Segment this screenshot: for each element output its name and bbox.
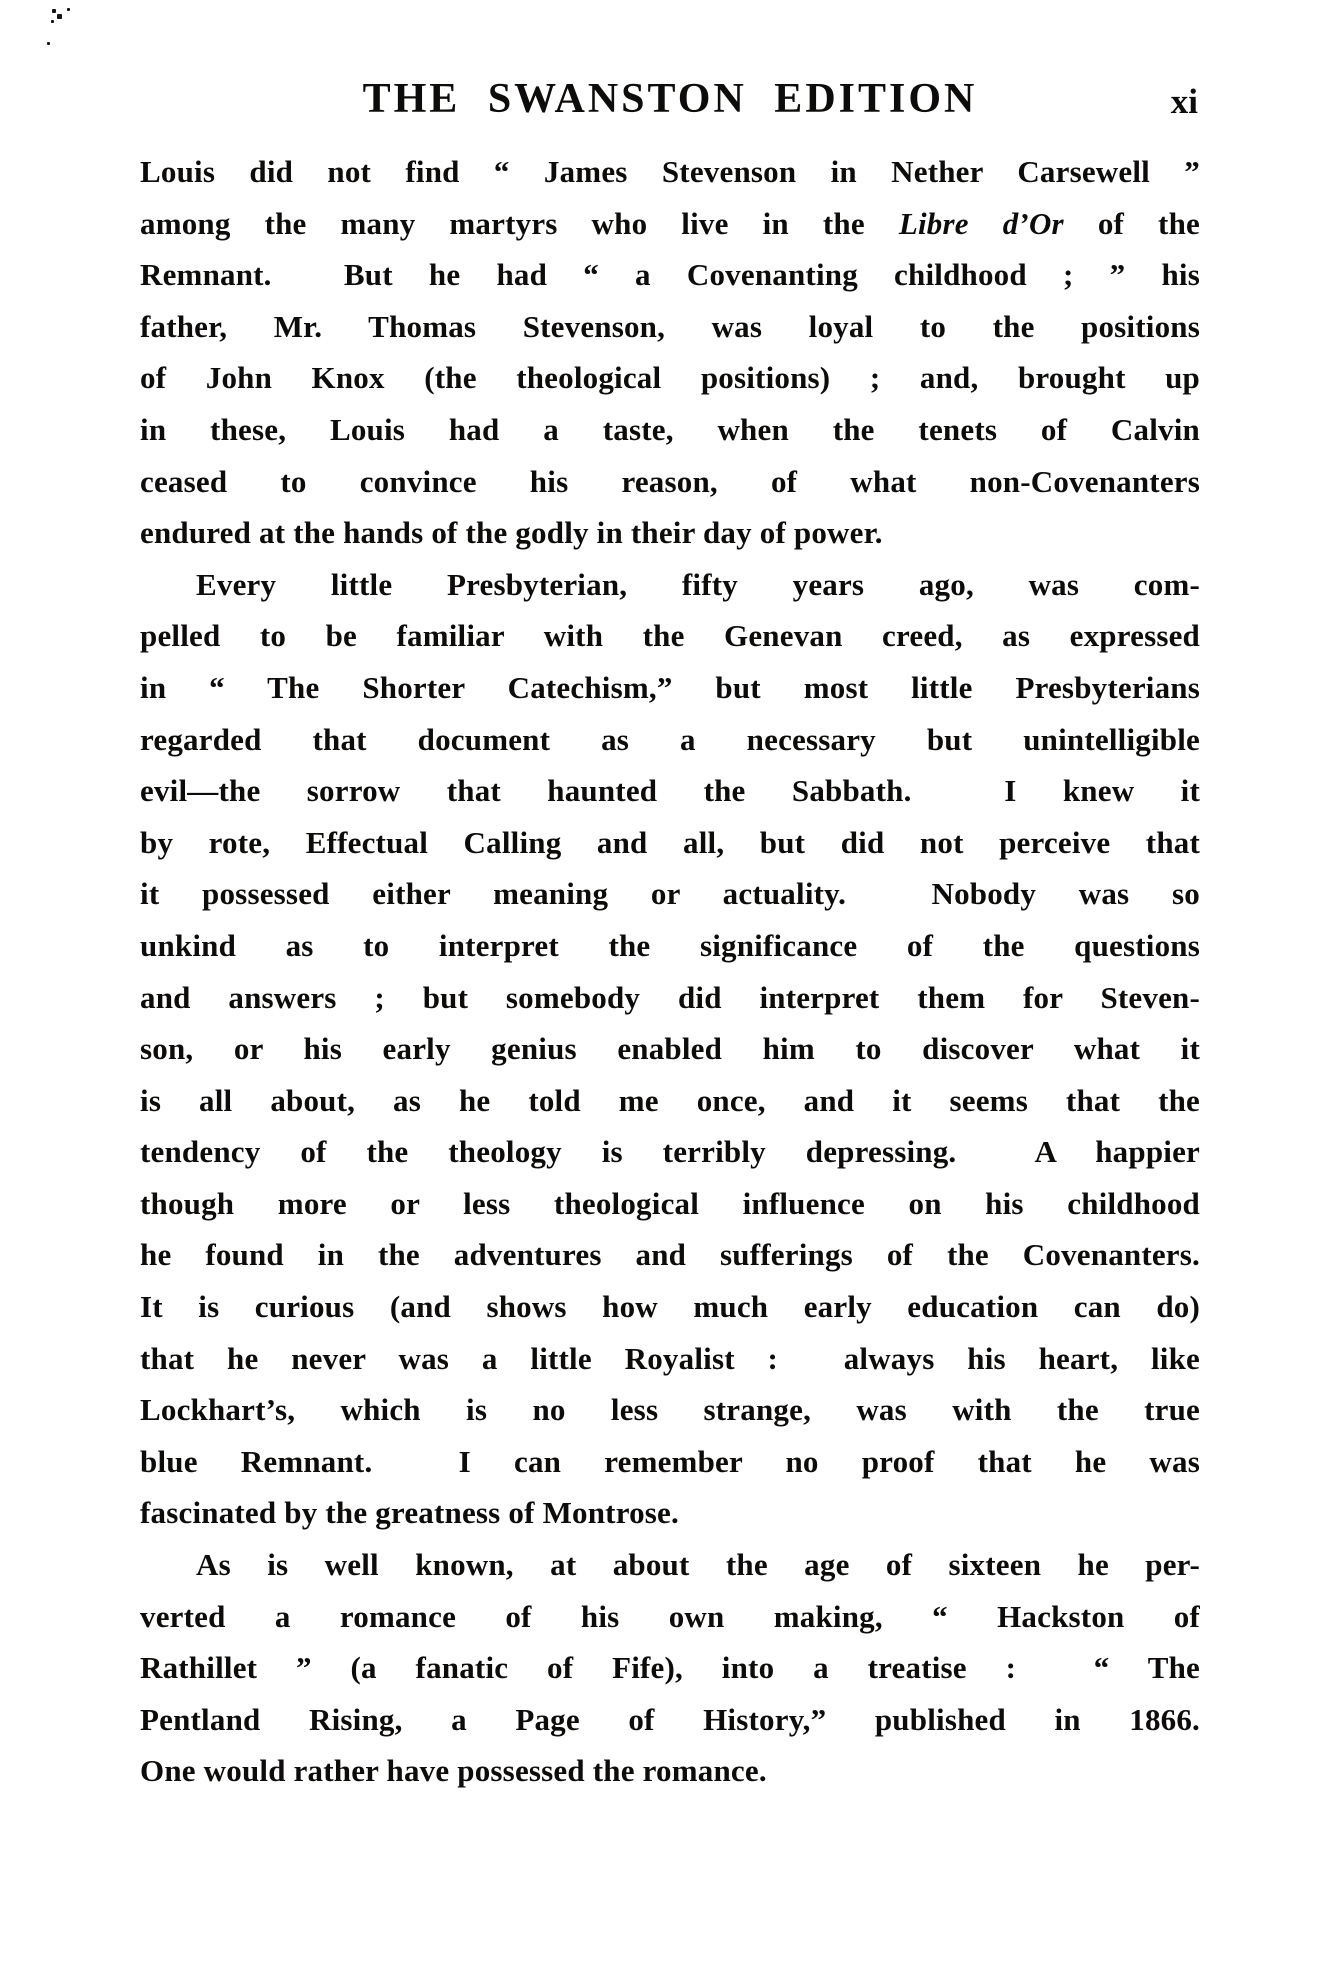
page-title: THE SWANSTON EDITION [362,76,978,122]
text-line [140,1229,1200,1281]
text-segment: As is well known, at about the age of sixteen he per- [196,1547,1200,1583]
text-segment: Pentland Rising, a Page of History,” published in 1866. [140,1701,1200,1737]
text-line [140,456,1200,508]
text-segment: pelled to be familiar with the Genevan creed, as expressed [140,618,1200,654]
text-line [140,1539,1200,1591]
text-segment: and answers ; but somebody did interpret them for Steven- [140,979,1200,1015]
page-number: xi [1170,82,1198,121]
scan-artifact [47,42,50,45]
text-line [140,1745,1200,1797]
text-segment: Remnant. But he had “ a Covenanting childhood ; ” his [140,257,1200,293]
text-line [140,662,1200,714]
text-line [140,972,1200,1024]
text-line [140,559,1200,611]
text-body [140,146,1200,1797]
text-segment: regarded that document as a necessary but unintelligible [140,721,1200,757]
text-line [140,1075,1200,1127]
scan-artifact [57,14,62,19]
text-line [140,352,1200,404]
text-segment: Louis did not find “ James Stevenson in Nether Carsewell ” [140,154,1200,189]
text-line [140,1126,1200,1178]
text-segment: Rathillet ” (a fanatic of Fife), into a treatise : “ The [140,1650,1200,1686]
text-segment: among the many martyrs who live in the [140,205,899,241]
text-line [140,1436,1200,1488]
text-segment: in these, Louis had a taste, when the tenets of Calvin [140,411,1200,447]
text-line [140,1281,1200,1333]
text-segment: unkind as to interpret the significance of the questions [140,927,1200,963]
text-line [140,1487,1200,1539]
scan-artifact [67,8,70,11]
text-segment: in “ The Shorter Catechism,” but most little Presbyterians [140,669,1200,705]
scan-artifact [51,20,54,23]
text-segment: Lockhart’s, which is no less strange, was with the true [140,1392,1200,1428]
text-line [140,920,1200,972]
text-line [140,1642,1200,1694]
text-line [140,404,1200,456]
text-line [140,146,1200,198]
text-line [140,1178,1200,1230]
text-segment: he found in the adventures and sufferings of the Covenanters. [140,1237,1200,1273]
text-segment: blue Remnant. I can remember no proof that he was [140,1443,1200,1479]
text-line [140,817,1200,869]
text-segment: endured at the hands of the godly in their day of power. [140,515,883,551]
text-segment: of John Knox (the theological positions) ; and, brought up [140,360,1200,396]
text-line [140,765,1200,817]
text-segment: of the [1063,205,1200,241]
text-line [140,1384,1200,1436]
text-segment: One would rather have possessed the romance. [140,1753,767,1789]
text-segment: It is curious (and shows how much early education can do) [140,1289,1200,1325]
text-line [140,1694,1200,1746]
text-segment: is all about, as he told me once, and it seems that the [140,1082,1200,1118]
text-segment: verted a romance of his own making, “ Hackston of [140,1598,1200,1634]
text-segment: son, or his early genius enabled him to discover what it [140,1031,1200,1067]
page-header [140,76,1200,126]
scan-artifact [52,9,56,13]
text-line [140,249,1200,301]
text-segment: fascinated by the greatness of Montrose. [140,1495,679,1531]
text-line [140,714,1200,766]
text-line [140,868,1200,920]
text-segment: that he never was a little Royalist : always his heart, like [140,1340,1200,1376]
text-segment: it possessed either meaning or actuality. Nobody was so [140,876,1200,912]
text-segment: tendency of the theology is terribly depressing. A happier [140,1134,1200,1170]
text-segment: ceased to convince his reason, of what non-Covenanters [140,463,1200,499]
text-line [140,198,1200,250]
italic-book-title: Libre d’Or [898,205,1064,241]
text-segment: father, Mr. Thomas Stevenson, was loyal to the positions [140,308,1200,344]
text-segment: evil—the sorrow that haunted the Sabbath. I knew it [140,773,1200,809]
text-line [140,1023,1200,1075]
text-line [140,507,1200,559]
text-segment: though more or less theological influence on his childhood [140,1185,1200,1221]
text-segment: by rote, Effectual Calling and all, but did not perceive that [140,824,1200,860]
text-line [140,301,1200,353]
text-line [140,1591,1200,1643]
text-segment: Every little Presbyterian, fifty years ago, was com- [196,566,1200,602]
text-line [140,610,1200,662]
text-line [140,1333,1200,1385]
